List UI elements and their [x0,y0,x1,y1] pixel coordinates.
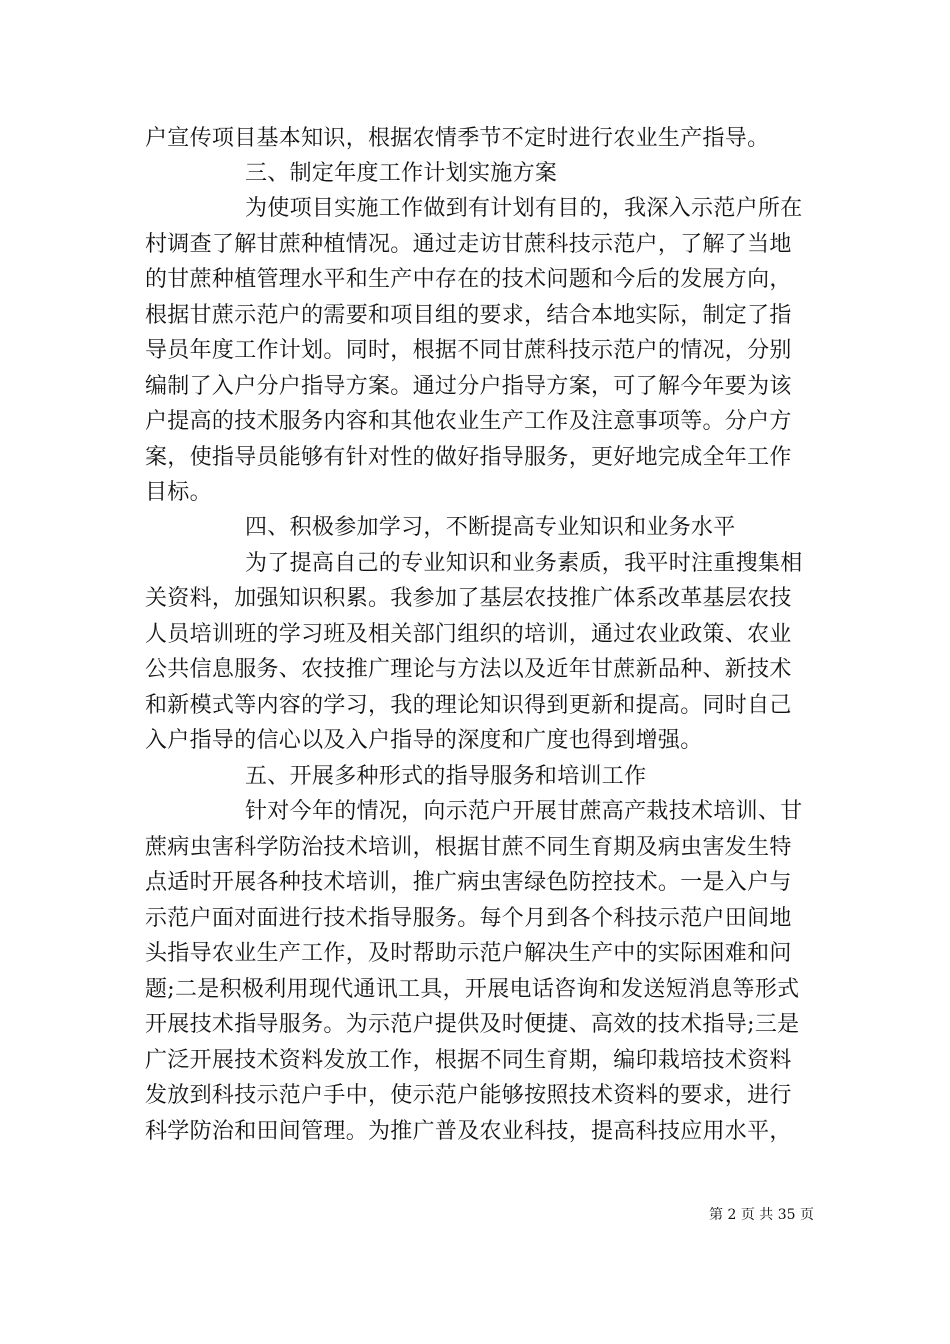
body-text-line: 编制了入户分户指导方案。通过分户指导方案，可了解今年要为该 [145,374,792,399]
body-text-line: 人员培训班的学习班及相关部门组织的培训，通过农业政策、农业 [145,622,792,647]
body-text-line: 导员年度工作计划。同时，根据不同甘蔗科技示范户的情况，分别 [145,338,792,363]
paragraph-first-line: 为了提高自己的专业知识和业务素质，我平时注重搜集相 [245,551,803,576]
body-text-line: 村调查了解甘蔗种植情况。通过走访甘蔗科技示范户，了解了当地 [145,232,792,257]
body-text-line: 的甘蔗种植管理水平和生产中存在的技术问题和今后的发展方向， [145,267,792,292]
body-text-line: 头指导农业生产工作，及时帮助示范户解决生产中的实际困难和问 [145,941,792,966]
body-text-line: 蔗病虫害科学防治技术培训，根据甘蔗不同生育期及病虫害发生特 [145,835,792,860]
section-heading: 三、制定年度工作计划实施方案 [245,161,558,186]
body-text-line: 科学防治和田间管理。为推广普及农业科技，提高科技应用水平， [145,1119,792,1144]
paragraph-first-line: 为使项目实施工作做到有计划有目的，我深入示范户所在 [245,196,803,221]
body-text-line: 案，使指导员能够有针对性的做好指导服务，更好地完成全年工作 [145,445,792,470]
body-text-line: 发放到科技示范户手中，使示范户能够按照技术资料的要求，进行 [145,1083,792,1108]
body-text-line: 广泛开展技术资料发放工作，根据不同生育期，编印栽培技术资料 [145,1048,792,1073]
body-text-line: 户提高的技术服务内容和其他农业生产工作及注意事项等。分户方 [145,409,792,434]
section-heading: 五、开展多种形式的指导服务和培训工作 [245,764,647,789]
body-text-line: 点适时开展各种技术培训，推广病虫害绿色防控技术。一是入户与 [145,870,792,895]
body-text-line: 入户指导的信心以及入户指导的深度和广度也得到增强。 [145,728,703,753]
paragraph-first-line: 针对今年的情况，向示范户开展甘蔗高产栽技术培训、甘 [245,799,803,824]
body-text-line: 题;二是积极利用现代通讯工具，开展电话咨询和发送短消息等形式 [145,977,800,1002]
body-text-line: 根据甘蔗示范户的需要和项目组的要求，结合本地实际，制定了指 [145,303,792,328]
body-text-line: 公共信息服务、农技推广理论与方法以及近年甘蔗新品种、新技术 [145,657,792,682]
body-text-line: 开展技术指导服务。为示范户提供及时便捷、高效的技术指导;三是 [145,1012,800,1037]
section-heading: 四、积极参加学习，不断提高专业知识和业务水平 [245,515,736,540]
body-text-line: 目标。 [145,480,212,505]
body-text-line: 关资料，加强知识积累。我参加了基层农技推广体系改革基层农技 [145,586,792,611]
body-text-line: 户宣传项目基本知识，根据农情季节不定时进行农业生产指导。 [145,126,770,151]
page-number-footer: 第 2 页 共 35 页 [709,1207,814,1223]
body-text-line: 示范户面对面进行技术指导服务。每个月到各个科技示范户田间地 [145,906,792,931]
body-text-line: 和新模式等内容的学习，我的理论知识得到更新和提高。同时自己 [145,693,792,718]
